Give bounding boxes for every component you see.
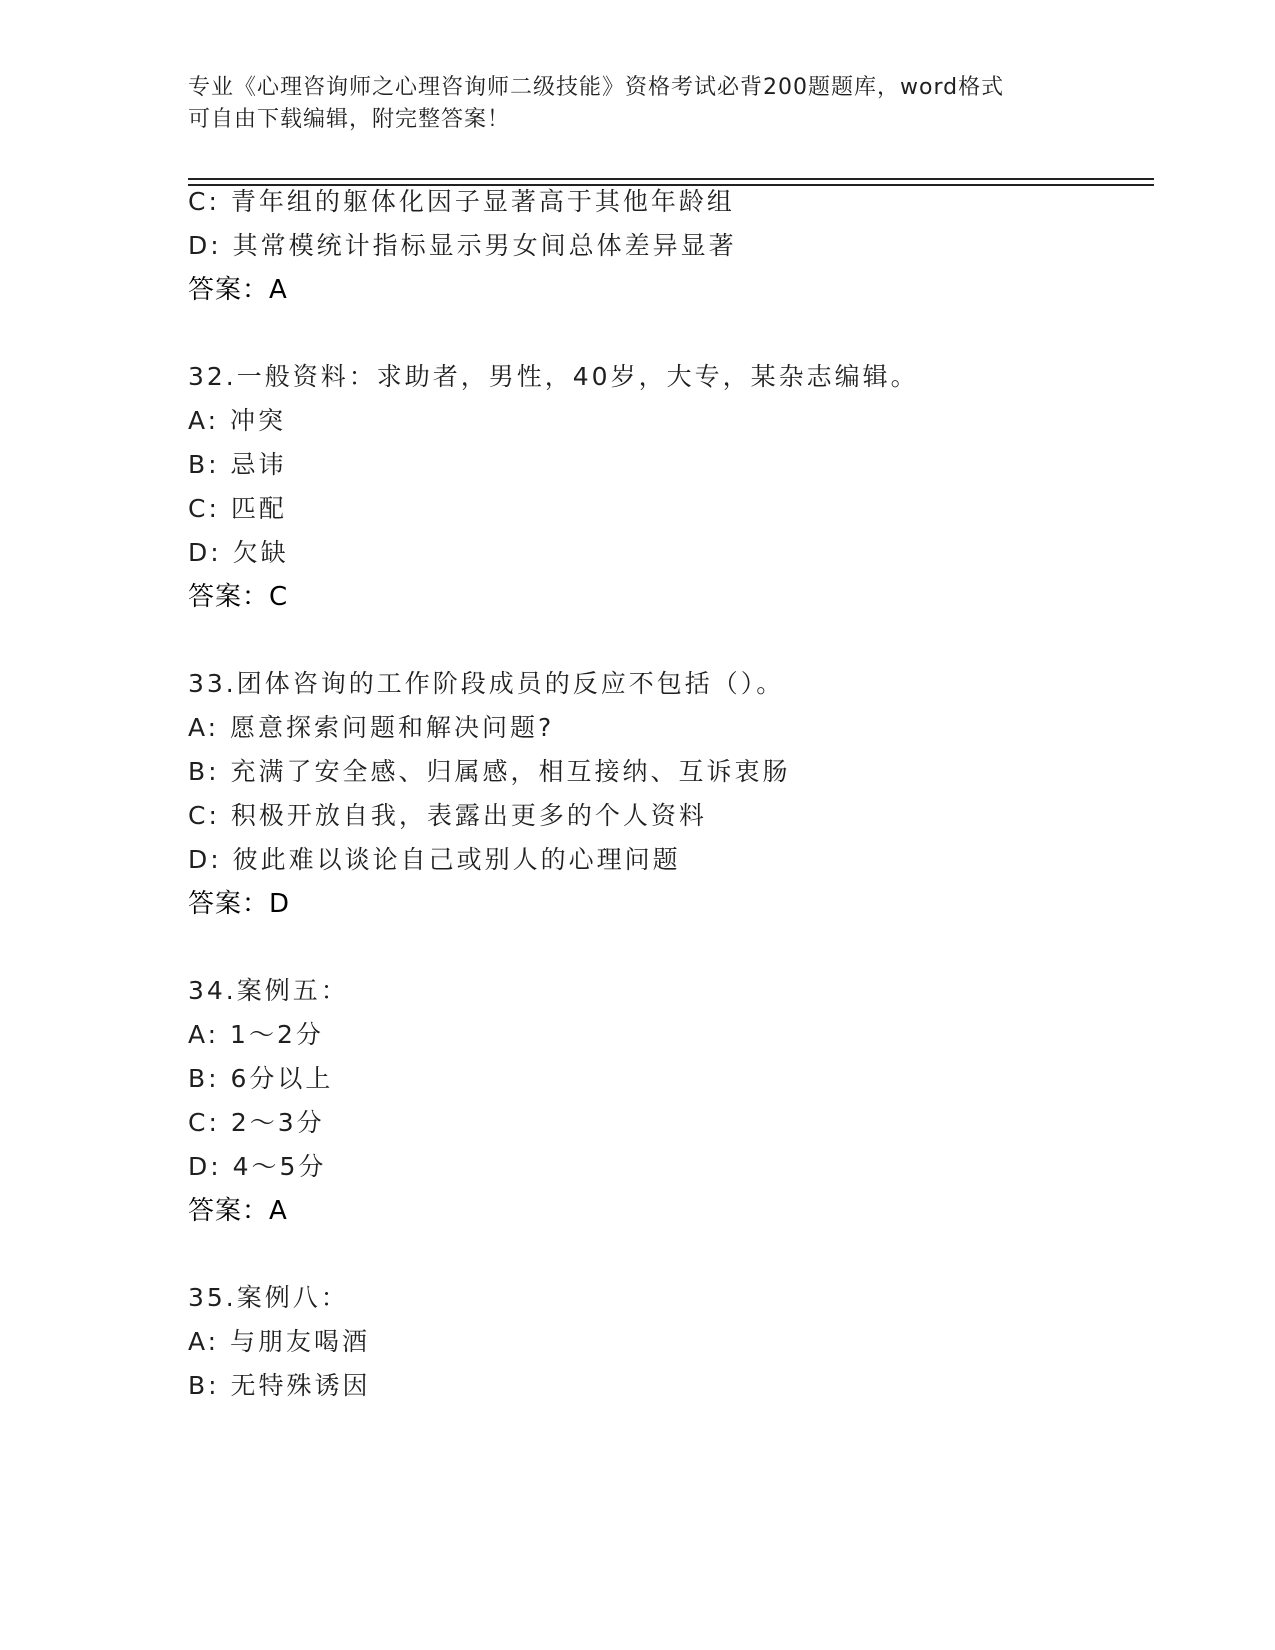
option-c: C: 青年组的躯体化因子显著高于其他年龄组 xyxy=(188,187,735,216)
option-b: B: 忌讳 xyxy=(188,450,287,479)
answer: 答案：D xyxy=(188,889,291,919)
option-d: D: 4～5分 xyxy=(188,1152,327,1181)
option-a: A: 愿意探索问题和解决问题? xyxy=(188,713,555,742)
answer: 答案：C xyxy=(188,582,289,612)
question-32: 32.一般资料：求助者，男性，40岁，大专，某杂志编辑。 xyxy=(188,362,919,391)
option-c: C: 2～3分 xyxy=(188,1108,325,1137)
option-d: D: 其常模统计指标显示男女间总体差异显著 xyxy=(188,231,737,260)
question-35: 35.案例八： xyxy=(188,1283,349,1312)
document-header xyxy=(188,72,1088,136)
question-33: 33.团体咨询的工作阶段成员的反应不包括（）。 xyxy=(188,669,785,698)
answer: 答案：A xyxy=(188,275,288,305)
header-line-2: 可自由下载编辑，附完整答案！ xyxy=(188,107,511,132)
header-divider-top xyxy=(188,178,1154,180)
option-b: B: 充满了安全感、归属感，相互接纳、互诉衷肠 xyxy=(188,757,791,786)
option-d: D: 欠缺 xyxy=(188,538,289,567)
answer: 答案：A xyxy=(188,1196,288,1226)
header-divider-bottom xyxy=(188,184,1154,186)
question-34: 34.案例五： xyxy=(188,976,349,1005)
option-a: A: 与朋友喝酒 xyxy=(188,1327,371,1356)
option-c: C: 匹配 xyxy=(188,494,287,523)
option-a: A: 1～2分 xyxy=(188,1020,324,1049)
option-c: C: 积极开放自我，表露出更多的个人资料 xyxy=(188,801,707,830)
option-b: B: 无特殊诱因 xyxy=(188,1371,371,1400)
header-line-1: 专业《心理咨询师之心理咨询师二级技能》资格考试必背200题题库，word格式 xyxy=(188,75,1005,100)
option-b: B: 6分以上 xyxy=(188,1064,334,1093)
option-d: D: 彼此难以谈论自己或别人的心理问题 xyxy=(188,845,681,874)
option-a: A: 冲突 xyxy=(188,406,287,435)
